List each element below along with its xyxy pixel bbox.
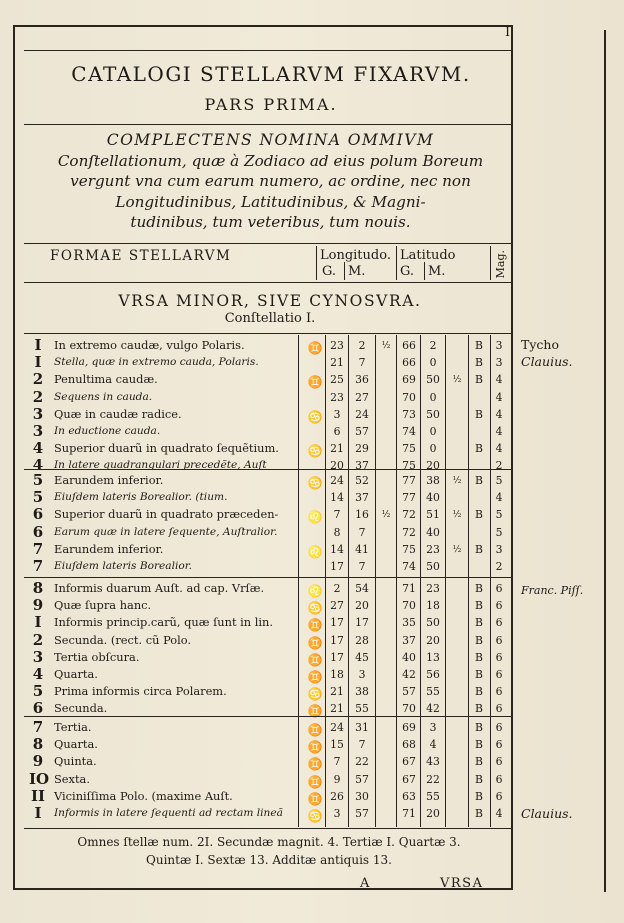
star-description: Earundem inferior. bbox=[54, 473, 164, 487]
cell-bm: 50 bbox=[426, 373, 440, 387]
cell-bf: ½ bbox=[452, 544, 462, 555]
cell-d: B bbox=[475, 738, 483, 752]
cell-lm: 7 bbox=[358, 356, 366, 370]
cell-bf: ½ bbox=[452, 510, 462, 521]
zodiac-sign-icon: ♊ bbox=[307, 635, 323, 650]
cell-bg: 67 bbox=[402, 772, 416, 786]
lat-minutes-divider bbox=[420, 335, 421, 827]
cell-mag: 4 bbox=[495, 491, 503, 505]
cell-bm: 43 bbox=[426, 755, 440, 769]
cell-bm: 55 bbox=[426, 685, 440, 699]
star-number: 7 bbox=[32, 718, 44, 736]
cell-bm: 50 bbox=[426, 560, 440, 573]
cell-mag: 6 bbox=[495, 599, 503, 613]
cell-bm: 42 bbox=[426, 702, 440, 716]
zodiac-sign-icon: ♊ bbox=[307, 740, 323, 755]
cell-lg: 21 bbox=[330, 356, 344, 370]
cell-lg: 17 bbox=[330, 633, 344, 647]
header-divider bbox=[344, 262, 345, 280]
cell-bm: 51 bbox=[426, 508, 440, 522]
cell-mag: 4 bbox=[495, 373, 503, 387]
cell-mag: 6 bbox=[495, 738, 503, 752]
cell-bm: 56 bbox=[426, 668, 440, 681]
cell-mag: 6 bbox=[495, 685, 503, 699]
cell-bg: 77 bbox=[402, 474, 416, 487]
cell-d: B bbox=[475, 474, 483, 487]
cell-mag: 6 bbox=[495, 650, 503, 664]
cell-lg: 3 bbox=[333, 807, 341, 820]
description-line: tudinibus, tum veteribus, tum nouis. bbox=[130, 213, 411, 231]
star-number: 5 bbox=[32, 488, 44, 507]
star-number: 2 bbox=[32, 387, 44, 406]
table-top-rule bbox=[24, 333, 512, 334]
star-description: Tertia obſcura. bbox=[54, 649, 140, 664]
latitudo-header: Latitudo bbox=[400, 248, 456, 263]
star-number: 6 bbox=[32, 522, 44, 541]
cell-lg: 17 bbox=[330, 560, 344, 573]
star-description: Sequens in cauda. bbox=[54, 390, 153, 403]
star-description: Viciniſſima Polo. (maxime Auſt. bbox=[54, 788, 233, 803]
cell-lg: 17 bbox=[330, 650, 344, 664]
longitudo-header: Longitudo. bbox=[320, 248, 391, 263]
cell-mag: 3 bbox=[495, 356, 503, 370]
star-number: 4 bbox=[32, 439, 44, 458]
cell-bm: 3 bbox=[429, 721, 437, 734]
header-bottom-rule bbox=[24, 282, 512, 283]
star-number: 5 bbox=[32, 682, 44, 701]
zodiac-sign-icon: ♊ bbox=[307, 670, 323, 684]
star-description: Sexta. bbox=[54, 771, 90, 786]
cell-lm: 17 bbox=[355, 616, 369, 630]
cell-bg: 57 bbox=[402, 685, 416, 699]
star-number: 2 bbox=[32, 370, 44, 389]
catalog-title: CATALOGI STELLARVM FIXARVM. bbox=[71, 62, 471, 86]
cell-bg: 77 bbox=[402, 491, 416, 505]
cell-mag: 6 bbox=[495, 721, 503, 734]
cell-lg: 3 bbox=[333, 407, 341, 421]
star-number: IO bbox=[29, 769, 50, 788]
star-description: Superior duarũ in quadrato præceden- bbox=[54, 507, 279, 522]
group-rule bbox=[24, 577, 512, 578]
cell-bm: 55 bbox=[426, 789, 440, 803]
cell-lg: 25 bbox=[330, 373, 344, 387]
star-number: I bbox=[34, 613, 42, 632]
star-description: In eductione cauda. bbox=[54, 425, 161, 437]
cell-lg: 21 bbox=[330, 442, 344, 456]
zodiac-sign-icon: ♊ bbox=[307, 704, 323, 719]
cell-lm: 28 bbox=[355, 633, 369, 647]
magnitude-header: Mag. bbox=[494, 250, 507, 279]
header-divider bbox=[316, 246, 317, 280]
star-description: Eiuſdem lateris Borealior. (tium. bbox=[54, 491, 228, 504]
cell-bg: 70 bbox=[402, 390, 416, 404]
lon-m-header: M. bbox=[348, 264, 366, 279]
cell-mag: 4 bbox=[495, 442, 503, 456]
cell-lg: 21 bbox=[330, 685, 344, 699]
cell-lm: 31 bbox=[355, 721, 369, 734]
cell-bg: 66 bbox=[402, 356, 416, 370]
margin-note-franc-piss: Franc. Piſſ. bbox=[521, 584, 584, 597]
cell-lg: 2 bbox=[333, 582, 341, 595]
cell-bg: 66 bbox=[402, 339, 416, 352]
cell-d: B bbox=[475, 442, 483, 456]
star-description: Quæ in caudæ radice. bbox=[54, 406, 182, 421]
cell-d: B bbox=[475, 685, 483, 699]
cell-d: B bbox=[475, 542, 483, 556]
cell-bg: 68 bbox=[402, 738, 416, 752]
cell-d: B bbox=[475, 407, 483, 421]
star-description: Superior duarũ in quadrato ſequẽtium. bbox=[54, 441, 279, 456]
cell-mag: 6 bbox=[495, 616, 503, 630]
description-line: vergunt vna cum earum numero, ac ordine, nec non bbox=[70, 172, 471, 190]
star-number: I bbox=[34, 353, 42, 372]
zodiac-sign-icon: ♊ bbox=[307, 757, 323, 772]
zodiac-sign-icon: ♋ bbox=[307, 476, 323, 490]
star-number: I bbox=[34, 336, 42, 354]
cell-lm: 41 bbox=[355, 542, 369, 556]
zodiac-sign-icon: ♌ bbox=[307, 584, 323, 598]
star-number: 9 bbox=[32, 752, 44, 771]
star-description: Earundem inferior. bbox=[54, 541, 164, 556]
cell-mag: 2 bbox=[495, 459, 503, 473]
star-description: Quarta. bbox=[54, 667, 98, 681]
cell-mag: 3 bbox=[495, 542, 503, 556]
lon-g-header: G. bbox=[322, 264, 337, 279]
cell-lm: 24 bbox=[355, 407, 369, 421]
description-line: Longitudinibus, Latitudinibus, & Magni- bbox=[115, 192, 426, 211]
cell-d: B bbox=[475, 650, 483, 664]
cell-d: B bbox=[475, 508, 483, 522]
group-rule bbox=[24, 716, 512, 717]
cell-d: B bbox=[475, 789, 483, 803]
top-rule bbox=[24, 50, 512, 51]
description-line: COMPLECTENS NOMINA OMMIVM bbox=[106, 131, 435, 149]
cell-lm: 55 bbox=[355, 702, 369, 716]
cell-bm: 2 bbox=[429, 339, 437, 352]
star-number: 3 bbox=[32, 647, 44, 666]
cell-lm: 37 bbox=[355, 491, 369, 505]
cell-bg: 74 bbox=[402, 560, 416, 573]
zodiac-sign-icon: ♊ bbox=[307, 652, 323, 667]
cell-bm: 4 bbox=[429, 738, 437, 752]
star-description: In latere quadrangulari precedẽte, Auſt bbox=[54, 459, 267, 472]
group-rule bbox=[24, 469, 512, 470]
cell-d: B bbox=[475, 373, 483, 387]
cell-lg: 8 bbox=[333, 525, 341, 539]
zodiac-sign-icon: ♊ bbox=[307, 791, 323, 806]
cell-lm: 29 bbox=[355, 442, 369, 456]
cell-d: B bbox=[475, 807, 483, 820]
star-description: Stella, quæ in extremo cauda, Polaris. bbox=[54, 356, 259, 369]
cell-bm: 20 bbox=[426, 633, 440, 647]
header-top-rule bbox=[24, 243, 512, 244]
star-description: Prima informis circa Polarem. bbox=[54, 684, 227, 699]
cell-d: B bbox=[475, 599, 483, 613]
cell-bm: 20 bbox=[426, 807, 440, 820]
cell-lm: 7 bbox=[358, 738, 366, 752]
constellation-title: VRSA MINOR, SIVE CYNOSVRA. bbox=[118, 292, 422, 310]
cell-bg: 42 bbox=[402, 668, 416, 681]
cell-lg: 15 bbox=[330, 738, 344, 752]
magnitude-divider bbox=[490, 335, 491, 827]
cell-d: B bbox=[475, 755, 483, 769]
margin-note-clavius: Clauius. bbox=[521, 354, 573, 369]
cell-d: B bbox=[475, 668, 483, 681]
zodiac-sign-icon: ♋ bbox=[307, 687, 323, 702]
formae-stellarum-header: FORMAE STELLARVM bbox=[50, 248, 232, 264]
cell-d: B bbox=[475, 633, 483, 647]
cell-mag: 4 bbox=[495, 807, 503, 820]
cell-bm: 38 bbox=[426, 474, 440, 487]
cell-mag: 6 bbox=[495, 633, 503, 647]
zodiac-sign-icon: ♊ bbox=[307, 774, 323, 789]
star-description: Quarta. bbox=[54, 737, 98, 752]
cell-bg: 63 bbox=[402, 789, 416, 803]
cell-lg: 6 bbox=[333, 425, 341, 438]
zodiac-sign-icon: ♋ bbox=[307, 601, 323, 616]
cell-bm: 0 bbox=[429, 356, 437, 370]
cell-bg: 71 bbox=[402, 582, 416, 595]
description-block bbox=[28, 130, 513, 233]
cell-lg: 14 bbox=[330, 491, 344, 505]
lat-fraction-divider bbox=[445, 335, 446, 827]
part-title: PARS PRIMA. bbox=[204, 95, 338, 114]
cell-lm: 30 bbox=[355, 789, 369, 803]
cell-f: ½ bbox=[381, 341, 391, 351]
cell-bg: 71 bbox=[402, 807, 416, 820]
sign-column-divider bbox=[325, 335, 326, 827]
cell-d: B bbox=[475, 702, 483, 716]
lon-fraction-divider bbox=[375, 335, 376, 827]
cell-lg: 26 bbox=[330, 789, 344, 803]
cell-lm: 3 bbox=[358, 668, 366, 681]
cell-mag: 6 bbox=[495, 582, 503, 595]
names-coords-divider bbox=[298, 335, 299, 827]
cell-bm: 0 bbox=[429, 442, 437, 456]
cell-bf: ½ bbox=[452, 476, 462, 486]
header-divider bbox=[490, 246, 491, 280]
cell-d: B bbox=[475, 356, 483, 370]
zodiac-sign-icon: ♋ bbox=[307, 444, 323, 459]
zodiac-sign-icon: ♊ bbox=[307, 341, 323, 355]
star-description: Secunda. (rect. cũ Polo. bbox=[54, 632, 192, 647]
cell-d: B bbox=[475, 721, 483, 734]
cell-mag: 5 bbox=[495, 508, 503, 522]
summary-line: Omnes ſtellæ num. 2I. Secundæ magnit. 4. Tertiæ I. Quartæ 3. bbox=[77, 835, 461, 849]
cell-lg: 24 bbox=[330, 721, 344, 734]
cell-lm: 57 bbox=[355, 425, 369, 438]
direction-divider bbox=[468, 335, 469, 827]
cell-bg: 35 bbox=[402, 616, 416, 630]
cell-bm: 20 bbox=[426, 459, 440, 473]
star-number: 7 bbox=[32, 557, 44, 575]
cell-bm: 22 bbox=[426, 772, 440, 786]
margin-note-tycho: Tycho bbox=[521, 337, 559, 352]
margin-note-clavius-2: Clauius. bbox=[521, 806, 573, 821]
star-number: 8 bbox=[32, 579, 44, 597]
cell-lm: 45 bbox=[355, 650, 369, 664]
lat-m-header: M. bbox=[428, 264, 446, 279]
cell-lg: 24 bbox=[330, 474, 344, 487]
cell-bm: 50 bbox=[426, 407, 440, 421]
star-number: 3 bbox=[32, 422, 44, 440]
cell-lm: 37 bbox=[355, 459, 369, 473]
cell-mag: 6 bbox=[495, 772, 503, 786]
star-description: Informis in latere ſequenti ad rectam lineã bbox=[54, 807, 283, 819]
star-description: Informis princip.carũ, quæ ſunt in lin. bbox=[54, 615, 273, 630]
star-description: Secunda. bbox=[54, 701, 108, 716]
cell-lm: 27 bbox=[355, 390, 369, 404]
cell-lm: 2 bbox=[358, 339, 366, 352]
cell-bg: 70 bbox=[402, 599, 416, 613]
cell-bg: 72 bbox=[402, 525, 416, 539]
cell-bg: 70 bbox=[402, 702, 416, 716]
description-line: Conſtellationum, quæ à Zodiaco ad eius polum Boreum bbox=[57, 151, 484, 170]
right-margin-rule bbox=[604, 30, 606, 892]
zodiac-sign-icon: ♌ bbox=[307, 544, 323, 559]
title-rule bbox=[24, 124, 512, 125]
star-number: 5 bbox=[32, 471, 44, 489]
cell-lg: 7 bbox=[333, 755, 341, 769]
lon-minutes-divider bbox=[348, 335, 349, 827]
zodiac-sign-icon: ♊ bbox=[307, 618, 323, 633]
cell-mag: 6 bbox=[495, 755, 503, 769]
cell-bf: ½ bbox=[452, 375, 462, 386]
cell-bm: 23 bbox=[426, 582, 440, 595]
cell-mag: 5 bbox=[495, 474, 503, 487]
star-number: 8 bbox=[32, 735, 44, 754]
cell-bm: 18 bbox=[426, 599, 440, 613]
zodiac-sign-icon: ♋ bbox=[307, 409, 323, 424]
cell-f: ½ bbox=[381, 510, 391, 521]
cell-bg: 72 bbox=[402, 508, 416, 522]
cell-mag: 3 bbox=[495, 339, 503, 352]
star-number: 6 bbox=[32, 699, 44, 718]
cell-bm: 40 bbox=[426, 525, 440, 539]
cell-bm: 23 bbox=[426, 542, 440, 556]
star-description: In extremo caudæ, vulgo Polaris. bbox=[54, 338, 245, 352]
lat-g-header: G. bbox=[400, 264, 415, 279]
cell-lg: 23 bbox=[330, 339, 344, 352]
cell-mag: 4 bbox=[495, 390, 503, 404]
cell-bm: 50 bbox=[426, 616, 440, 630]
cell-bg: 69 bbox=[402, 721, 416, 734]
page-number: I bbox=[505, 25, 511, 40]
cell-d: B bbox=[475, 339, 483, 352]
cell-bg: 73 bbox=[402, 407, 416, 421]
cell-lm: 7 bbox=[358, 525, 366, 539]
cell-lm: 54 bbox=[355, 582, 369, 595]
cell-bg: 40 bbox=[402, 650, 416, 664]
cell-bg: 67 bbox=[402, 755, 416, 769]
cell-bg: 69 bbox=[402, 373, 416, 387]
star-description: Earum quæ in latere ſequente, Auſtralior. bbox=[54, 525, 278, 538]
cell-bg: 37 bbox=[402, 633, 416, 647]
star-number: 6 bbox=[32, 505, 44, 524]
cell-d: B bbox=[475, 772, 483, 786]
star-number: I bbox=[34, 804, 42, 822]
zodiac-sign-icon: ♌ bbox=[307, 510, 323, 525]
cell-bg: 75 bbox=[402, 459, 416, 473]
catchword: VRSA bbox=[440, 876, 484, 891]
cell-mag: 2 bbox=[495, 560, 503, 573]
cell-lg: 23 bbox=[330, 390, 344, 404]
cell-lm: 22 bbox=[355, 755, 369, 769]
cell-d: B bbox=[475, 582, 483, 595]
cell-bm: 40 bbox=[426, 491, 440, 505]
zodiac-sign-icon: ♊ bbox=[307, 723, 323, 737]
table-bottom-rule bbox=[24, 828, 512, 829]
cell-lm: 38 bbox=[355, 685, 369, 699]
star-description: Informis duarum Auſt. ad cap. Vrſæ. bbox=[54, 581, 265, 595]
summary-line: Quintæ I. Sextæ 13. Additæ antiquis 13. bbox=[146, 853, 392, 867]
cell-bg: 75 bbox=[402, 442, 416, 456]
header-divider bbox=[396, 246, 397, 280]
cell-lg: 17 bbox=[330, 616, 344, 630]
header-divider bbox=[424, 262, 425, 280]
star-number: 4 bbox=[32, 665, 44, 683]
star-description: Eiuſdem lateris Borealior. bbox=[54, 560, 193, 572]
star-number: II bbox=[30, 786, 46, 805]
star-number: 2 bbox=[32, 630, 44, 649]
lat-degrees-divider bbox=[396, 335, 397, 827]
cell-lm: 36 bbox=[355, 373, 369, 387]
cell-lm: 7 bbox=[358, 560, 366, 573]
cell-lm: 16 bbox=[355, 508, 369, 522]
cell-bm: 13 bbox=[426, 650, 440, 664]
cell-lg: 21 bbox=[330, 702, 344, 716]
cell-mag: 4 bbox=[495, 407, 503, 421]
cell-lm: 52 bbox=[355, 474, 369, 487]
star-description: Quinta. bbox=[54, 754, 97, 769]
cell-lg: 9 bbox=[333, 772, 341, 786]
cell-lm: 57 bbox=[355, 772, 369, 786]
cell-lg: 27 bbox=[330, 599, 344, 613]
zodiac-sign-icon: ♊ bbox=[307, 375, 323, 390]
cell-lg: 18 bbox=[330, 668, 344, 681]
cell-mag: 6 bbox=[495, 789, 503, 803]
zodiac-sign-icon: ♋ bbox=[307, 809, 323, 823]
cell-mag: 6 bbox=[495, 702, 503, 716]
cell-mag: 5 bbox=[495, 525, 503, 539]
cell-lg: 7 bbox=[333, 508, 341, 522]
signature-mark: A bbox=[360, 876, 371, 891]
constellation-subtitle: Conſtellatio I. bbox=[224, 311, 316, 326]
star-description: Penultima caudæ. bbox=[54, 372, 158, 387]
cell-lg: 20 bbox=[330, 459, 344, 473]
cell-bg: 75 bbox=[402, 542, 416, 556]
cell-bm: 0 bbox=[429, 390, 437, 404]
cell-lg: 14 bbox=[330, 542, 344, 556]
cell-mag: 4 bbox=[495, 425, 503, 438]
cell-mag: 6 bbox=[495, 668, 503, 681]
cell-bg: 74 bbox=[402, 425, 416, 438]
star-description: Quæ ſupra hanc. bbox=[54, 598, 152, 613]
star-number: 3 bbox=[32, 404, 44, 423]
star-number: 4 bbox=[32, 456, 44, 475]
cell-bm: 0 bbox=[429, 425, 437, 438]
star-number: 9 bbox=[32, 596, 44, 615]
star-number: 7 bbox=[32, 539, 44, 558]
cell-d: B bbox=[475, 616, 483, 630]
cell-lm: 57 bbox=[355, 807, 369, 820]
cell-lm: 20 bbox=[355, 599, 369, 613]
star-description: Tertia. bbox=[54, 720, 92, 734]
